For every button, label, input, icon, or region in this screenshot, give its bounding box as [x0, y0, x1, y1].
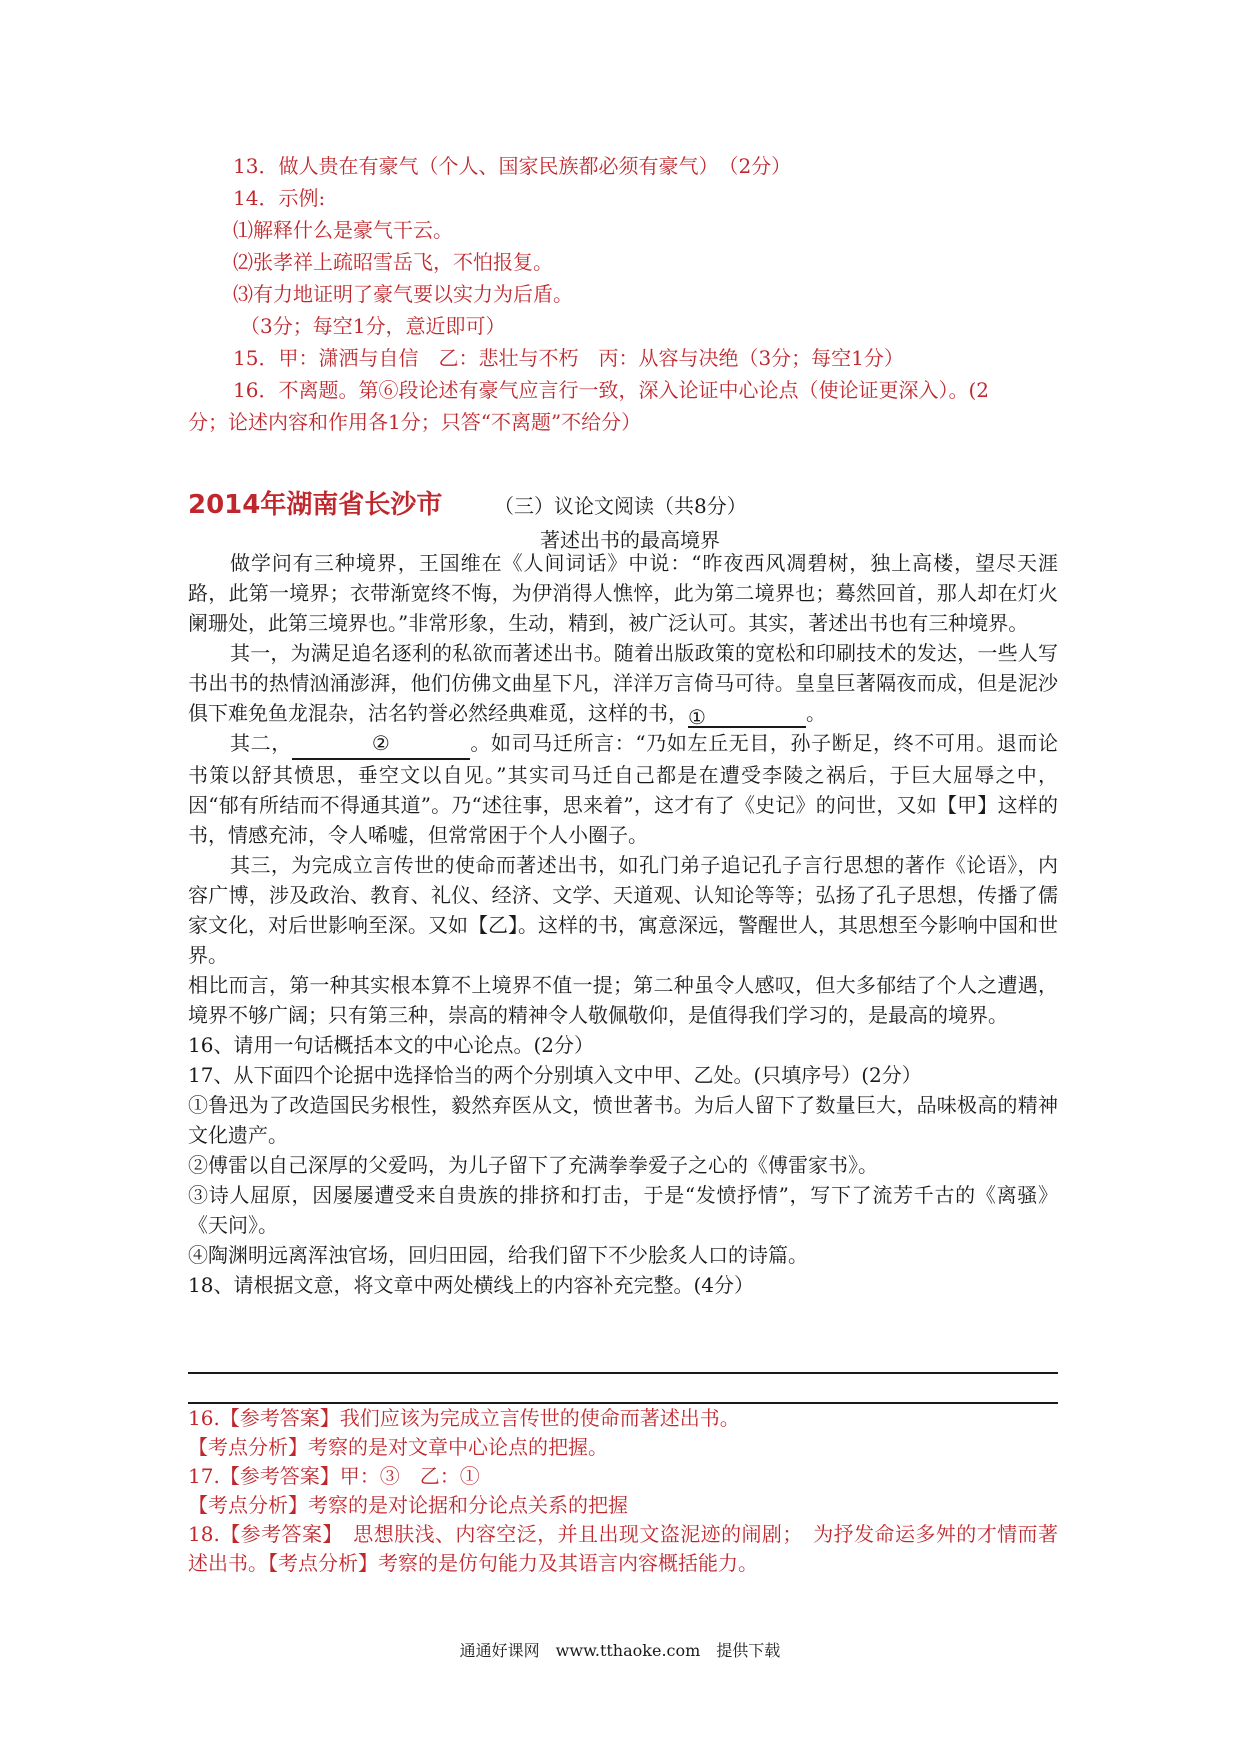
answer-15: 15．甲：潇洒与自信 乙：悲壮与不朽 丙：从容与决绝（3分；每空1分）: [233, 346, 904, 370]
option-2: ②傅雷以自己深厚的父爱吗，为儿子留下了充满拳拳爱子之心的《傅雷家书》。: [188, 1153, 878, 1177]
paragraph-2-end: 。: [806, 701, 826, 725]
answer-14-3: ⑶有力地证明了豪气要以实力为后盾。: [233, 282, 573, 306]
paragraph-3-start: 其二，: [230, 731, 292, 755]
paragraph-2-text: 其一，为满足追名逐利的私欲而著述出书。随着出版政策的宽松和印刷技术的发达，一些人写书出书的热情汹涌澎湃，他们仿佛文曲星下凡，洋洋万言倚马可待。皇皇巨著隔夜而成，但是泥沙俱下难免鱼龙混杂，沽名钓誉必然经典难觅，这样的书，: [188, 641, 1058, 725]
answer-line-1: [188, 1372, 1058, 1374]
essay-paragraph-1: 做学问有三种境界，王国维在《人间词话》中说：“昨夜西风凋碧树，独上高楼，望尽天涯路，此第一境界；衣带渐宽终不悔，为伊消得人憔悴，此为第二境界也；蓦然回首，那人却在灯火阑珊处，此第三境界也。”非常形象，生动，精到，被广泛认可。其实，著述出书也有三种境界。: [188, 551, 1058, 635]
blank-1-mark: ①: [688, 705, 706, 729]
blank-2-right: [390, 734, 470, 760]
answer-16-line2: 分；论述内容和作用各1分；只答“不离题”不给分）: [188, 410, 642, 434]
region-title: 2014年湖南省长沙市: [188, 490, 443, 520]
essay-body: [188, 548, 1058, 1300]
answer-13: 13．做人贵在有豪气（个人、国家民族都必须有豪气） （2分）: [233, 154, 792, 178]
question-18: 18、请根据文意，将文章中两处横线上的内容补充完整。(4分）: [188, 1273, 754, 1297]
page-footer: 通通好课网 www.tthaoke.com 提供下载: [459, 1641, 781, 1660]
option-1: ①鲁迅为了改造国民劣根性，毅然弃医从文，愤世著书。为后人留下了数量巨大，品味极高的精神文化遗产。: [188, 1093, 1058, 1147]
answer-17-ref: 17.【参考答案】甲：③ 乙：①: [188, 1464, 480, 1488]
blank-2-mark: ②: [372, 728, 390, 760]
essay-title: 著述出书的最高境界: [540, 528, 720, 552]
essay-paragraph-3: [188, 728, 1058, 850]
essay-paragraph-2: [188, 638, 1058, 728]
option-3: ③诗人屈原，因屡屡遭受来自贵族的排挤和打击，于是“发愤抒情”，写下了流芳千古的《离骚》《天问》。: [188, 1183, 1058, 1237]
answer-14-note: （3分；每空1分，意近即可）: [240, 314, 506, 338]
answer-14-1: ⑴解释什么是豪气干云。: [233, 218, 453, 242]
blank-1: [688, 702, 806, 728]
answer-14: 14．示例:: [233, 186, 326, 210]
option-4: ④陶渊明远离浑浊官场，回归田园，给我们留下不少脍炙人口的诗篇。: [188, 1243, 808, 1267]
question-16: 16、请用一句话概括本文的中心论点。(2分）: [188, 1033, 594, 1057]
blank-2-left: [292, 734, 372, 760]
section-header: [188, 484, 1068, 524]
answer-18-ref: 18.【参考答案】 思想肤浅、内容空泛，并且出现文盗泥迹的闹剧； 为抒发命运多舛的才情而著述出书。【考点分析】考察的是仿句能力及其语言内容概括能力。: [188, 1522, 1058, 1575]
section-label: （三）议论文阅读（共8分）: [494, 494, 747, 518]
answer-16-line1: 16．不离题。第⑥段论述有豪气应言行一致，深入论证中心论点（使论证更深入）。(2: [233, 378, 989, 402]
question-17: 17、从下面四个论据中选择恰当的两个分别填入文中甲、乙处。(只填序号）(2分）: [188, 1063, 922, 1087]
answer-17-analysis: 【考点分析】考察的是对论据和分论点关系的把握: [188, 1493, 628, 1517]
reference-answers: [188, 1404, 1058, 1578]
previous-answers: [188, 150, 1068, 438]
answer-14-2: ⑵张孝祥上疏昭雪岳飞，不怕报复。: [233, 250, 553, 274]
paragraph-3-text: 。如司马迁所言：“乃如左丘无目，孙子断足，终不可用。退而论书策以舒其愤思，垂空文以自见。”其实司马迁自己都是在遭受李陵之祸后，于巨大屈辱之中，因“郁有所结而不得通其道”。乃“述往事，思来着”，这才有了《史记》的问世，又如【甲】这样的书，情感充沛，令人唏嘘，但常常困于个人小圈子。: [188, 731, 1058, 847]
essay-paragraph-5: 相比而言，第一种其实根本算不上境界不值一提；第二种虽令人感叹，但大多郁结了个人之遭遇，境界不够广阔；只有第三种，崇高的精神令人敬佩敬仰，是值得我们学习的，是最高的境界。: [188, 973, 1058, 1027]
essay-paragraph-4: 其三，为完成立言传世的使命而著述出书，如孔门弟子追记孔子言行思想的著作《论语》，内容广博，涉及政治、教育、礼仪、经济、文学、天道观、认知论等等；弘扬了孔子思想，传播了儒家文化，对后世影响至深。又如【乙】。这样的书，寓意深远，警醒世人，其思想至今影响中国和世界。: [188, 853, 1058, 967]
answer-16-analysis: 【考点分析】考察的是对文章中心论点的把握。: [188, 1435, 608, 1459]
answer-16-ref: 16.【参考答案】我们应该为完成立言传世的使命而著述出书。: [188, 1406, 740, 1430]
